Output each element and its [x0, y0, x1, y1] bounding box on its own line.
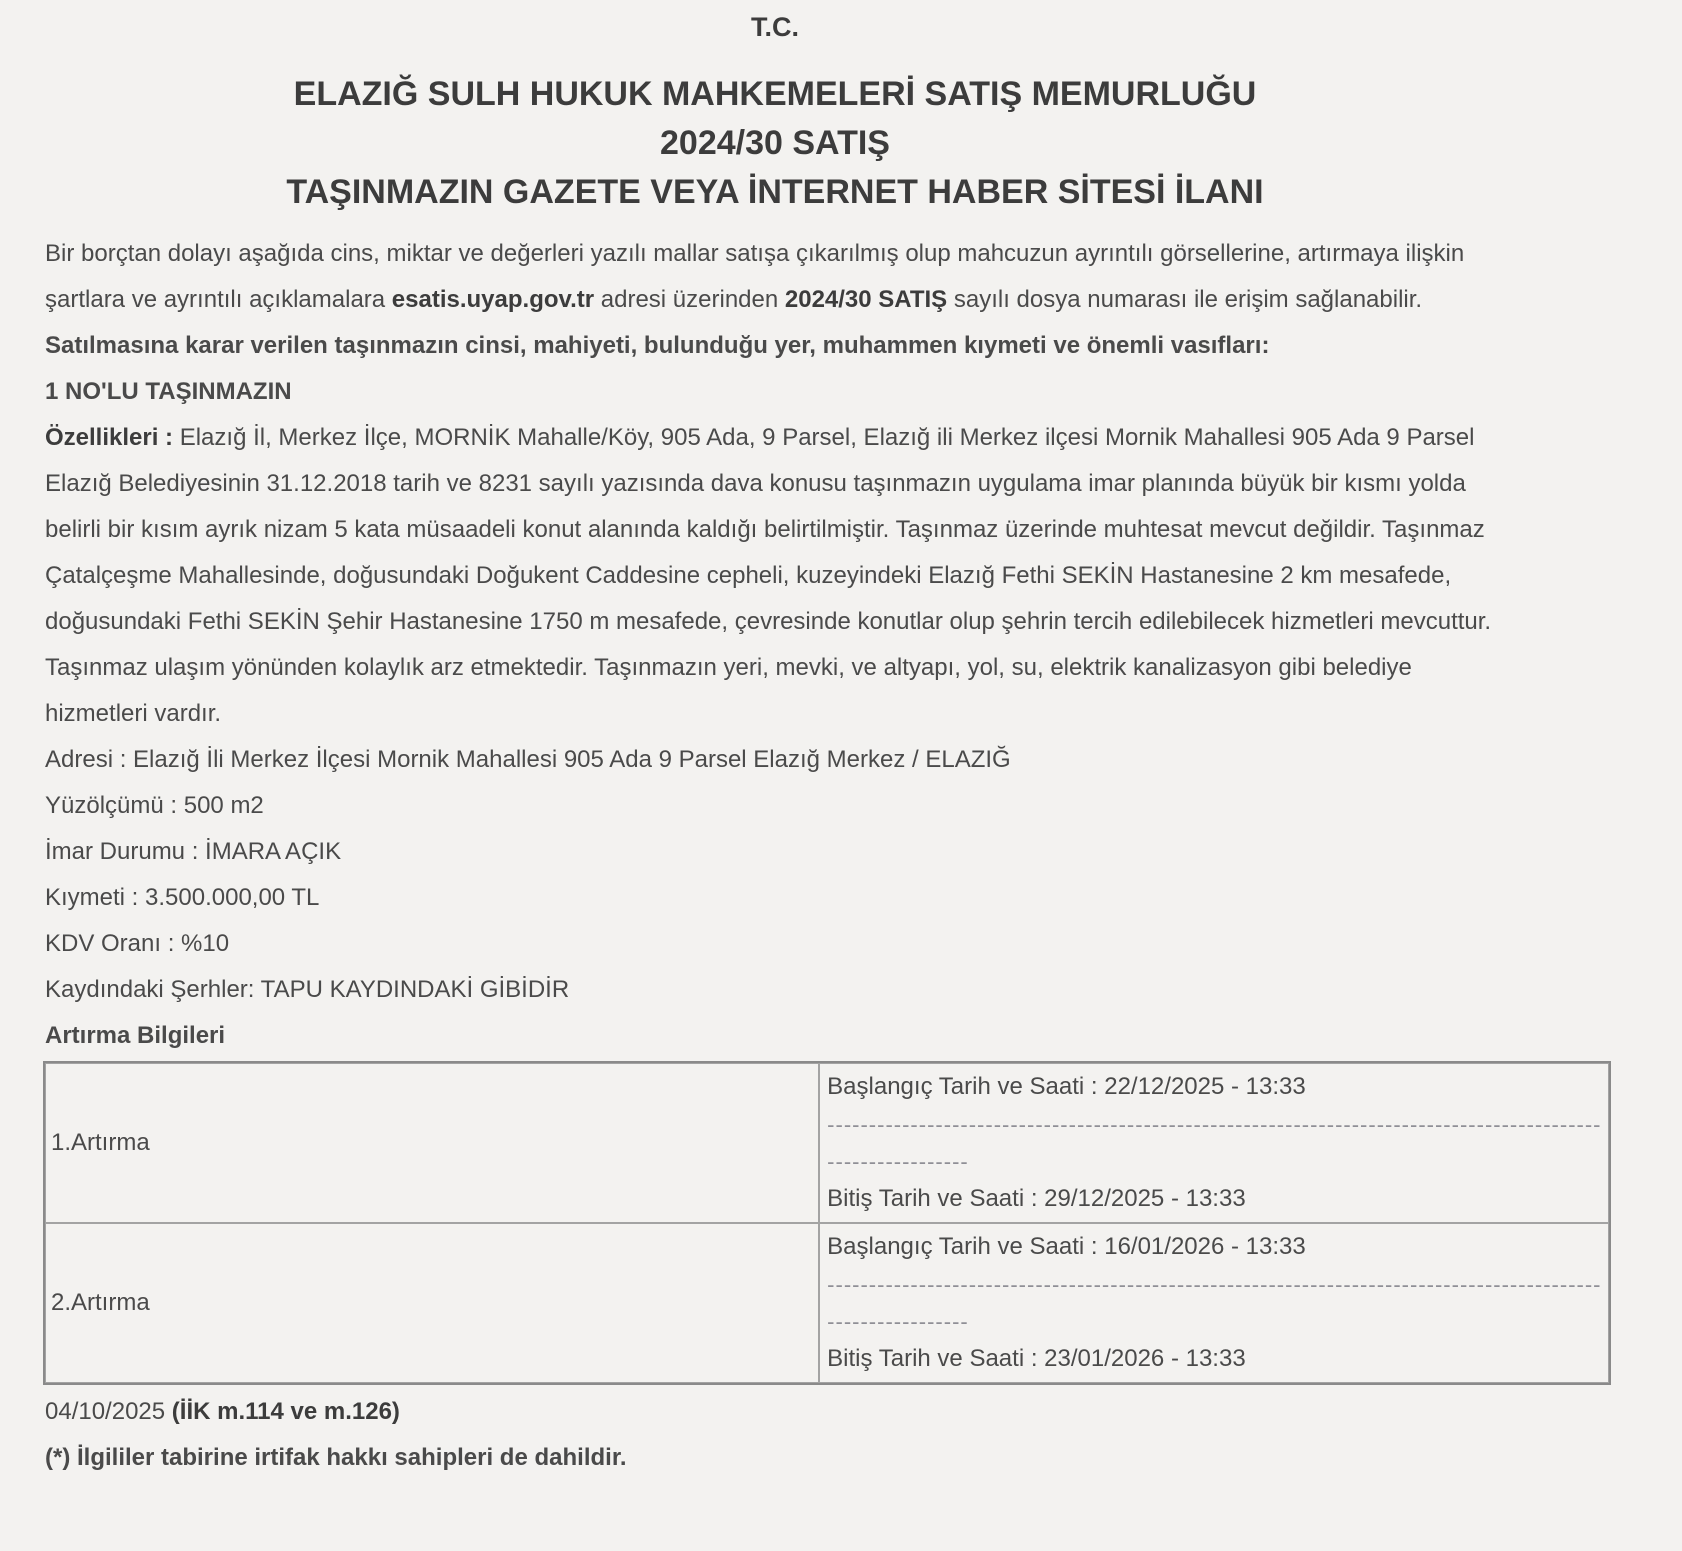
auction-1-name-cell: 1.Artırma [45, 1063, 819, 1223]
auction-1-schedule-cell [819, 1063, 1609, 1223]
auction-2-schedule-cell [819, 1223, 1609, 1383]
auction-1-end: Bitiş Tarih ve Saati : 29/12/2025 - 13:33 [827, 1185, 1246, 1212]
detail-line-surface-area: Yüzölçümü : 500 m2 [45, 792, 264, 819]
auction-row-2 [45, 1223, 1609, 1383]
esatis-url-text: esatis.uyap.gov.tr [391, 286, 595, 313]
footer-law-reference: (İİK m.114 ve m.126) [171, 1398, 400, 1425]
header-case-number: 2024/30 SATIŞ [660, 124, 890, 162]
detail-line-zoning-status: İmar Durumu : İMARA AÇIK [45, 838, 342, 865]
detail-line-value: Kıymeti : 3.500.000,00 TL [45, 884, 320, 911]
auction-2-start: Başlangıç Tarih ve Saati : 16/01/2026 - 13:33 [827, 1233, 1306, 1260]
auction-row-1 [45, 1063, 1609, 1223]
auction-1-separator: -------------------------------------------------------------------------------------------------------------- [827, 1112, 1602, 1174]
case-number-bold: 2024/30 SATIŞ [784, 286, 948, 313]
auction-info-title: Artırma Bilgileri [45, 1022, 226, 1049]
auction-1-start: Başlangıç Tarih ve Saati : 22/12/2025 - 13:33 [827, 1073, 1306, 1100]
decision-statement: Satılmasına karar verilen taşınmazın cinsi, mahiyeti, bulunduğu yer, muhammen kıymeti ve önemli vasıfları: [45, 332, 1270, 359]
intro-text-3: sayılı dosya numarası ile erişim sağlanabilir. [947, 286, 1423, 313]
header-notice-title: TAŞINMAZIN GAZETE VEYA İNTERNET HABER SİTESİ İLANI [286, 173, 1264, 211]
detail-line-address: Adresi : Elazığ İli Merkez İlçesi Mornik Mahallesi 905 Ada 9 Parsel Elazığ Merkez / ELAZIĞ [45, 746, 1011, 773]
auction-table [43, 1061, 1611, 1385]
detail-line-annotations: Kaydındaki Şerhler: TAPU KAYDINDAKİ GİBİDİR [45, 976, 570, 1003]
property-number-heading: 1 NO'LU TAŞINMAZIN [45, 378, 292, 405]
features-label: Özellikleri : [45, 424, 180, 451]
document-header [45, 6, 1505, 217]
footer-date: 04/10/2025 [45, 1398, 172, 1425]
features-paragraph [45, 415, 1505, 737]
detail-line-vat-rate: KDV Oranı : %10 [45, 930, 230, 957]
auction-2-separator: -------------------------------------------------------------------------------------------------------------- [827, 1272, 1602, 1334]
intro-paragraph [45, 231, 1505, 323]
auction-2-name-cell: 2.Artırma [45, 1223, 819, 1383]
document-body [45, 231, 1505, 1059]
footer-date-line [45, 1389, 1505, 1435]
intro-text-2: adresi üzerinden [594, 286, 785, 313]
auction-2-end: Bitiş Tarih ve Saati : 23/01/2026 - 13:33 [827, 1345, 1246, 1372]
footer-note: (*) İlgililer tabirine irtifak hakkı sahipleri de dahildir. [45, 1444, 627, 1471]
document-footer [45, 1389, 1505, 1481]
header-tc: T.C. [750, 12, 799, 42]
features-text: Elazığ İl, Merkez İlçe, MORNİK Mahalle/Köy, 905 Ada, 9 Parsel, Elazığ ili Merkez ilçesi Mornik Mahallesi 905 Ada 9 Parsel Elazığ Belediyesinin 31.12.2018 tarih ve 8231 sayılı yazısında dava konusu taşınmazın uygulama imar planında büyük bir kısmı yolda belirli bir kısım ayrık nizam 5 kata müsaadeli konut alanında kaldığı belirtilmiştir. Taşınmaz üzerinde muhtesat mevcut değildir. Taşınmaz Çatalçeşme Mahallesinde, doğusundaki Doğukent Caddesine cepheli, kuzeyindeki Elazığ Fethi SEKİN Hastanesine 2 km mesafede, doğusundaki Fethi SEKİN Şehir Hastanesine 1750 m mesafede, çevresinde konutlar olup şehrin tercih edilebilecek hizmetleri mevcuttur. Taşınmaz ulaşım yönünden kolaylık arz etmektedir. Taşınmazın yeri, mevki, ve altyapı, yol, su, elektrik kanalizasyon gibi belediye hizmetleri vardır. [45, 424, 1492, 727]
header-court-office: ELAZIĞ SULH HUKUK MAHKEMELERİ SATIŞ MEMURLUĞU [293, 75, 1257, 113]
intro-text-1: Bir borçtan dolayı aşağıda cins, miktar ve değerleri yazılı mallar satışa çıkarılmış olup mahcuzun ayrıntılı görsellerine, artırmaya ilişkin şartlara ve ayrıntılı açıklamalara [45, 240, 1465, 313]
